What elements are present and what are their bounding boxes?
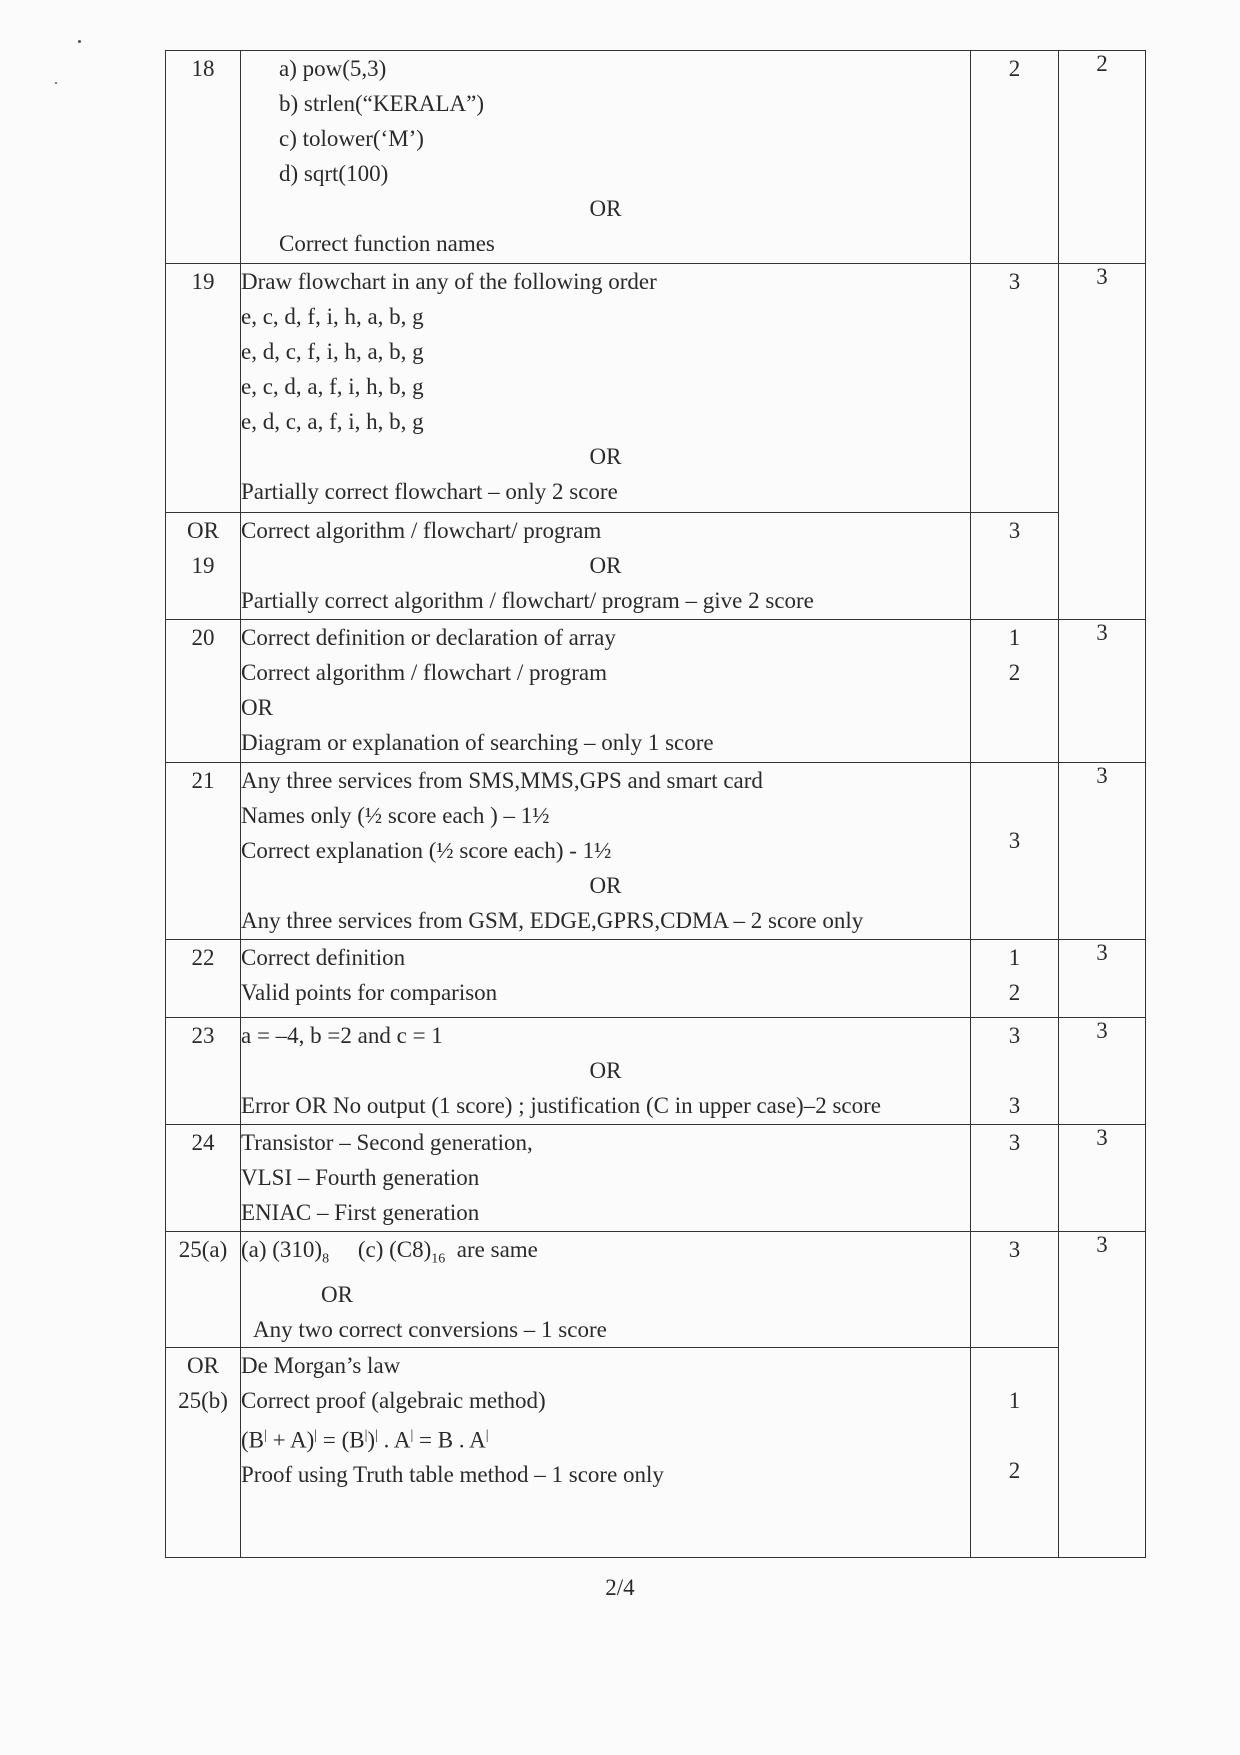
text-line: d) sqrt(100) [279,161,389,186]
de-morgan-formula: (B| + A)| = (B|)| . A| = B . A| [241,1427,489,1453]
text-line: Diagram or explanation of searching – only 1 score [241,730,714,755]
question-number: 18 [166,51,241,264]
total-score-cell: 3 [1059,620,1146,763]
or-label: OR [187,518,219,543]
page-number: 2/4 [605,1575,635,1600]
text-line: Names only (½ score each ) – 1½ [241,803,550,828]
question-number [166,513,241,620]
text-line: Correct proof (algebraic method) [241,1387,546,1413]
text-line: Any three services from GSM, EDGE,GPRS,CDMA – 2 score only [241,908,864,933]
text-line: Correct definition [241,945,406,970]
score-value: 2 [1008,1457,1021,1483]
scoring-criteria [241,620,971,763]
score-cell: 2 [971,51,1059,264]
text-line: Correct algorithm / flowchart / program [241,660,607,685]
base-subscript: 16 [431,1251,446,1267]
table-row [166,513,1146,620]
text-line: OR [589,1058,622,1083]
text-line: e, c, d, a, f, i, h, b, g [241,374,424,399]
scoring-criteria [241,1125,971,1232]
scoring-criteria [241,1347,971,1557]
score-cell: 3 [971,1125,1059,1232]
text-line: Transistor – Second generation, [241,1130,533,1155]
score-cell: 3 [971,513,1059,620]
scan-mark-dot [78,40,81,43]
text-line: Any three services from SMS,MMS,GPS and smart card [241,768,763,793]
scoring-criteria [241,513,971,620]
text-line: OR [589,444,622,469]
score-cell: 3 [971,763,1059,940]
total-score-cell: 3 [1059,1125,1146,1232]
text-line: Correct definition or declaration of array [241,625,616,650]
score-value: 1 [1008,945,1021,970]
text-line: Correct algorithm / flowchart/ program [241,518,602,543]
question-number: 20 [166,620,241,763]
scoring-criteria [241,1232,971,1348]
total-score-cell: 3 [1059,1232,1146,1558]
score-value: 2 [1008,980,1021,1005]
table-row [166,1232,1146,1348]
table-row [166,1347,1146,1557]
hex-number: (c) (C8) [357,1237,432,1262]
text-line: Proof using Truth table method – 1 score only [241,1462,664,1488]
score-cell [971,1018,1059,1125]
text-line: Partially correct flowchart – only 2 score [241,479,618,504]
text-line: e, d, c, a, f, i, h, b, g [241,409,424,434]
octal-number: (a) (310) [241,1237,323,1262]
text-line: a = –4, b =2 and c = 1 [241,1023,443,1048]
scoring-criteria [241,264,971,513]
text-line: Correct explanation (½ score each) - 1½ [241,838,612,863]
score-value: 3 [1008,1023,1021,1048]
table-row [166,763,1146,940]
question-number-text: 19 [191,553,215,578]
score-cell [971,620,1059,763]
question-number-text: 25(b) [178,1387,228,1413]
question-number: 21 [166,763,241,940]
table-row [166,1018,1146,1125]
text-line: De Morgan’s law [241,1352,401,1378]
text-line [241,1232,970,1277]
text-line: e, d, c, f, i, h, a, b, g [241,339,424,364]
text-line: Draw flowchart in any of the following order [241,269,657,294]
question-number: 22 [166,940,241,1018]
text-line: b) strlen(“KERALA”) [279,91,485,116]
total-score-cell: 3 [1059,763,1146,940]
scoring-criteria [241,763,971,940]
scoring-table [165,50,1146,1558]
table-row [166,51,1146,264]
score-cell [971,940,1059,1018]
table-row [166,264,1146,513]
table-row [166,1125,1146,1232]
scoring-criteria [241,940,971,1018]
score-cell: 3 [971,264,1059,513]
text-line: Partially correct algorithm / flowchart/ program – give 2 score [241,588,814,613]
text-line: c) tolower(‘M’) [279,126,424,151]
score-cell [971,1347,1059,1557]
text-line: OR [321,1281,353,1307]
scoring-criteria [241,51,971,264]
text-line: Valid points for comparison [241,980,498,1005]
question-number: 23 [166,1018,241,1125]
question-number: 25(a) [166,1232,241,1348]
text-line: OR [589,873,622,898]
text-line: Correct function names [279,231,495,256]
scoring-criteria [241,1018,971,1125]
scan-mark-dot [55,82,57,84]
text-line: a) pow(5,3) [279,56,387,81]
total-score-cell: 3 [1059,264,1146,620]
table-row [166,940,1146,1018]
score-value: 1 [1008,1387,1021,1413]
base-subscript: 8 [322,1251,330,1267]
text-line: Any two correct conversions – 1 score [253,1316,607,1342]
text-line: Error OR No output (1 score) ; justification (C in upper case)–2 score [241,1093,881,1118]
score-value: 3 [1008,1093,1021,1118]
text-line: VLSI – Fourth generation [241,1165,480,1190]
total-score-cell: 3 [1059,940,1146,1018]
score-value: 1 [1008,625,1021,650]
question-number: 24 [166,1125,241,1232]
score-value: 2 [1008,660,1021,685]
text-line: OR [241,695,273,720]
table-row [166,620,1146,763]
total-score-cell: 2 [1059,51,1146,264]
or-label: OR [187,1352,219,1378]
question-number [166,1347,241,1557]
text-line: e, c, d, f, i, h, a, b, g [241,304,424,329]
text-line: OR [589,553,622,578]
score-cell: 3 [971,1232,1059,1348]
question-number: 19 [166,264,241,513]
text-fragment: are same [456,1237,538,1262]
text-line: ENIAC – First generation [241,1200,480,1225]
total-score-cell: 3 [1059,1018,1146,1125]
text-line: OR [589,196,622,221]
